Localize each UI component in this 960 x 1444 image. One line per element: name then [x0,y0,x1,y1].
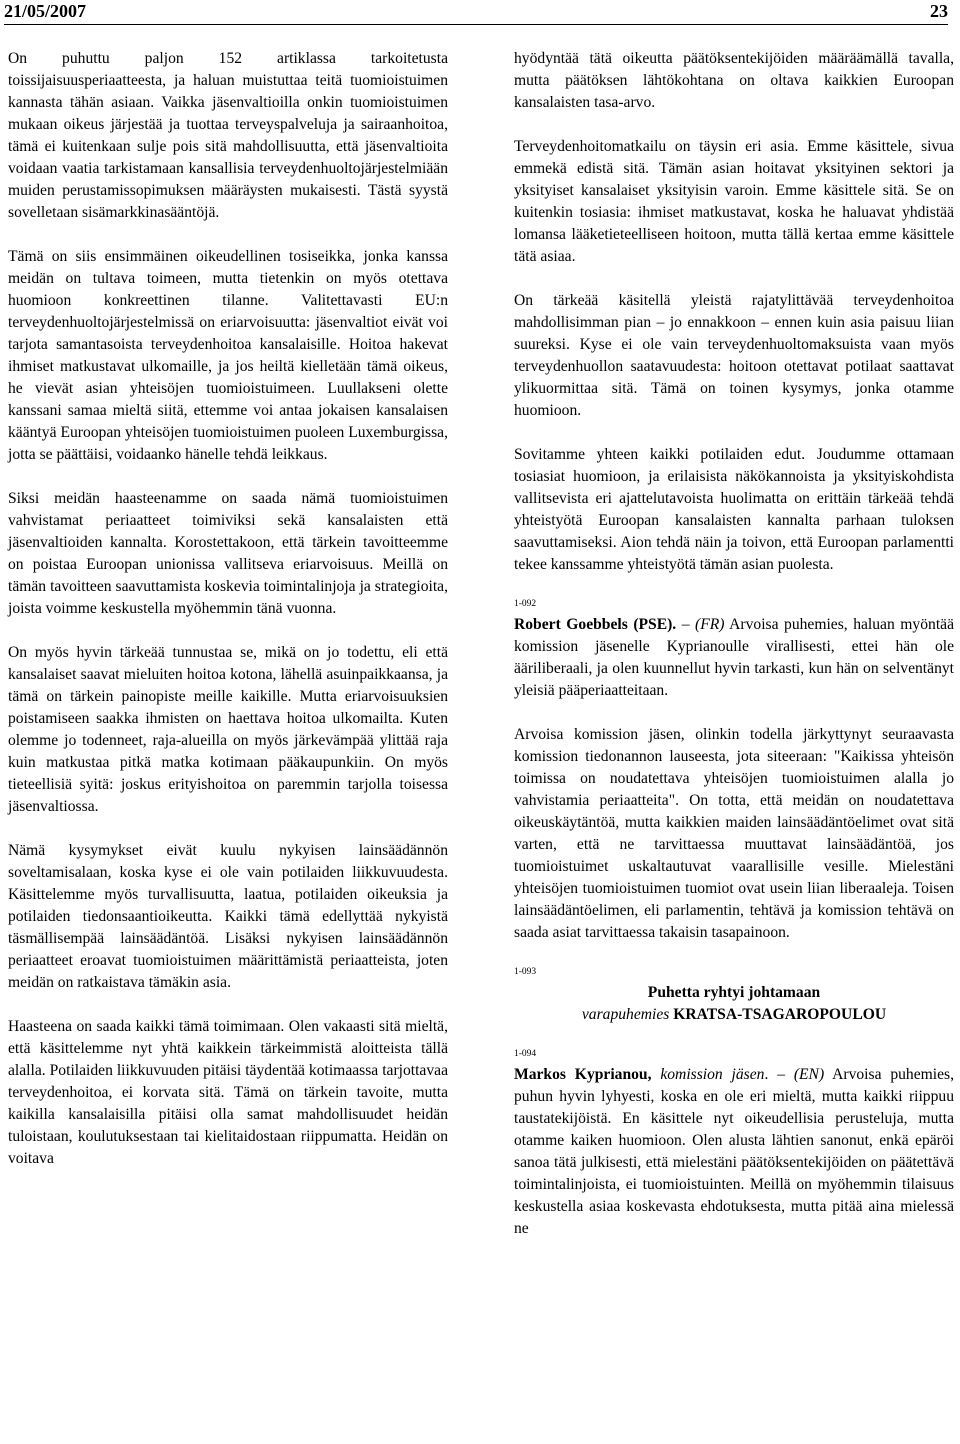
page-header [4,0,948,25]
paragraph: On tärkeää käsitellä yleistä rajatylittävää terveydenhoitoa mahdollisimman pian – jo ennakkoon – ennen kuin asia paisuu liian suureksi. Kyse ei ole vain terveydenhuoltomaksuista vaan myös terveydenhuollon saatavuudesta: hoitoon otettavat potilaat saattavat ylikuormittaa sitä. Tämä on toinen kysymys, jonka otamme huomioon. [514,292,954,419]
paragraph: Haasteena on saada kaikki tämä toimimaan. Olen vakaasti sitä mieltä, että käsittelemme nyt yhtä kaikkein tärkeimmistä aloitteista tällä alalla. Potilaiden liikkuvuuden pitäisi täydentää kotimaassa tarjottavaa terveydenhoitoa, ei korvata sitä. Tämä on tärkein tavoite, mutta kaikilla kansalaisilla pitäisi olla samat mahdollisuudet heidän tuloistaan, koulutuksestaan tai kielitaidostaan riippumatta. Heidän on voitava [8,1018,448,1167]
speech-goebbels [514,614,954,702]
paragraph: Tämä on siis ensimmäinen oikeudellinen tosiseikka, jonka kanssa meidän on tultava toimeen, mutta tietenkin on myös otettava huomioon konkreettinen tilanne. Valitettavasti EU:n terveydenhuoltojärjestelmissä on eriarvoisuutta: jäsenvaltiot eivät voi tarjota samantasoista terveydenhoitoa kansalaisille. Hoitoa hakevat ihmiset matkustavat ulkomaille, ja jos heiltä kielletään tämä oikeus, he vievät asian yhteisöjen tuomioistuimeen. Luullakseni olette kanssani samaa mieltä siitä, ettemme voi antaa jokaisen kansalaisen kääntyä Euroopan yhteisöjen tuomioistuimen puoleen Luxemburgissa, jotta se päättäisi, voidaanko hänelle tehdä leikkaus. [8,248,448,463]
reference-number: 1-093 [514,967,537,977]
paragraph: hyödyntää tätä oikeutta päätöksentekijöiden määräämällä tavalla, mutta päätöksen lähtökohtana on oltava kaikkien Euroopan kansalaisten tasa-arvo. [514,50,954,111]
speaker-name: Robert Goebbels (PSE). [514,616,677,633]
reference-number: 1-094 [514,1049,537,1059]
paragraph: Arvoisa komission jäsen, olinkin todella järkyttynyt seuraavasta komission tiedonannon lauseesta, jota siteeraan: "Kaikissa yhteisön toimissa on noudatettava yhteisöjen tuomioistuimen alalla jo vahvistamia periaatteita". On totta, että meidän on noudatettava oikeuskäytäntöä, mutta kaikkien maiden lainsäädäntöelimet ovat sitä varten, että ne tarvittaessa muuttavat lainsäädäntöä, jos tuomioistuimet uskaltautuvat vaarallisille vesille. Mielestäni yhteisöjen tuomioistuimen tuomiot ovat usein liian liberaaleja. Toisen lainsäädäntöelimen, eli parlamentin, tehtävä ja komission tehtävä on saada asiat tarvittaessa takaisin tasapainoon. [514,726,954,941]
chair-line [514,1004,954,1026]
chair-role: varapuhemies [581,1006,674,1023]
speaker-role: komission jäsen [651,1066,765,1083]
language-tag: (EN) [793,1066,825,1083]
speech-kyprianou [514,1064,954,1240]
paragraph: Sovitamme yhteen kaikki potilaiden edut. Joudumme ottamaan tosiasiat huomioon, ja erilaisista näkökannoista ja yksityiskohdista vallitsevista eri ajattelutavoista huolimatta on erittäin tärkeää tehdä yhteistyötä Euroopan kansalaisten kannalta parhaan tuloksen saavuttamiseksi. Aion tehdä näin ja toivon, että Euroopan parlamentti tekee kanssamme yhteistyötä tämän asian puolesta. [514,446,954,573]
paragraph: On myös hyvin tärkeää tunnustaa se, mikä on jo todettu, eli että kansalaiset saavat mieluiten hoitoa kotona, lähellä asuinpaikkaansa, ja tämä on tärkein painopiste meille kaikille. Mutta eriarvoisuuksien poistamiseen saakka ihmisten on haettava hoitoa ulkomailta. Kuten olemme jo todenneet, raja-alueilla on myös järkevämpää ylittää raja kuin matkustaa pitkä matka kotimaan pääkaupunkiin. On myös tieteellisiä syitä: joskus erityishoitoa on paremmin tarjolla toisessa jäsenvaltiossa. [8,644,448,815]
speech-text: Arvoisa puhemies, haluan myöntää komission jäsenelle Kyprianoulle virallisesti, ettei hän ole ääriliberaali, ja olen kuunnellut hyvin tarkasti, kun hän on selventänyt yleisiä pääperiaatteitaan. [514,616,954,699]
language-tag: (FR) [695,616,725,633]
reference-number: 1-092 [514,599,537,609]
paragraph: Nämä kysymykset eivät kuulu nykyisen lainsäädännön soveltamisalaan, koska kyse ei ole vain potilaiden liikkuvuudesta. Käsittelemme myös turvallisuutta, laatua, potilaiden oikeuksia ja potilaiden tiedonsaantioikeutta. Kaikki tämä edellyttää nykyistä täsmällisempää lainsäädäntöä. Lisäksi nykyisen lainsäädännön periaatteet eroavat tuomioistuimen määrittämistä periaatteista, joten meidän on ratkaistava tämäkin asia. [8,842,448,991]
dash: . – [764,1066,794,1083]
left-column [8,48,448,1170]
speech-text: Arvoisa puhemies, puhun hyvin lyhyesti, koska en ole eri mieltä, mutta kaikki riippuu taustatekijöistä. En käsittele nyt oikeudellisia perusteluja, mutta otamme kaiken huomioon. Olen alusta lähtien sanonut, enkä epäröi sanoa tätä julkisesti, että mielestäni päätöksentekijöiden on päätettävä toimintalinjoista, ei tuomioistuinten. Meillä on myöhemmin tilaisuus keskustella asiaa koskevasta ehdotuksesta, mutta pitää aina mielessä ne [514,1066,954,1237]
dash: – [676,616,696,633]
paragraph: Terveydenhoitomatkailu on täysin eri asia. Emme käsittele, sivua emmekä edistä sitä. Tämän asian hoitavat yksityinen sektori ja yksityiset kansalaiset yksityisin varoin. Emme käsittele sitä. Se on kuitenkin tosiasia: ihmiset matkustavat, koska he haluavat yhdistää lomansa lääketieteelliseen hoitoon, mutta tällä kertaa emme käsittele tätä asiaa. [514,138,954,265]
header-date: 21/05/2007 [4,1,87,21]
paragraph: Siksi meidän haasteenamme on saada nämä tuomioistuimen vahvistamat periaatteet toimiviksi sekä kansalaisten että jäsenvaltioiden kannalta. Korostettakoon, että tärkein tavoitteemme on poistaa Euroopan unionissa vallitseva eriarvoisuus. Meillä on tämän tavoitteen saavuttamista koskevia toimintalinjoja ja strategioita, joista voimme keskustella myöhemmin tänä vuonna. [8,490,448,617]
right-column [514,48,954,1240]
chair-name: KRATSA-TSAGAROPOULOU [673,1006,887,1023]
chair-heading: Puhetta ryhtyi johtamaan [647,984,821,1001]
paragraph: On puhuttu paljon 152 artiklassa tarkoitetusta toissijaisuusperiaatteesta, ja haluan muistuttaa teitä tuomioistuimen kannasta tähän asiaan. Vaikka jäsenvaltioilla onkin tuomioistuimen mukaan oikeus järjestää ja tuottaa terveyspalveluja ja sairaanhoitoa, tämä ei kuitenkaan sulje pois sitä mahdollisuutta, että jäsenvaltioita voidaan vaatia tarkistamaan kansallisia terveydenhuoltojärjestelmiään muiden perustamissopimuksen määräysten mukaisesti. Tästä syystä sovelletaan sisämarkkinasääntöjä. [8,50,448,221]
speaker-name: Markos Kyprianou, [514,1066,652,1083]
page-number: 23 [930,1,948,21]
